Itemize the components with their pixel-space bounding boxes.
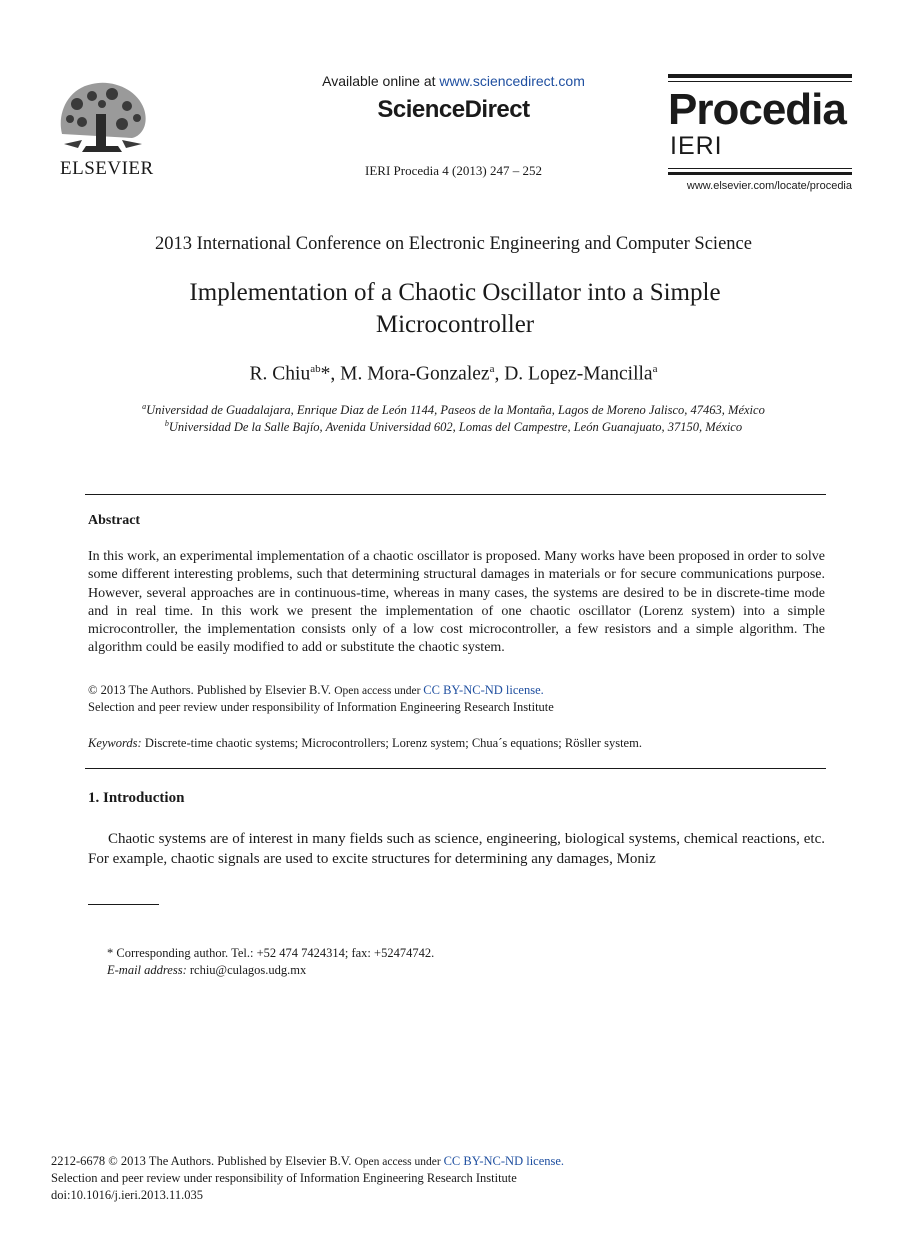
locate-url[interactable]: www.elsevier.com/locate/procedia [686,180,852,192]
affiliation-b-mark: b [164,419,169,428]
copyright-text: © 2013 The Authors. Published by Elsevier B.V. [88,683,335,697]
introduction-text: Chaotic systems are of interest in many fields such as science, engineering, biological systems, chemical reactions, etc. For example, chaotic signals are used to excite structures for determining any damages, Moniz [88,831,825,867]
author-1: R. Chiu [249,363,311,385]
affiliation-b-text: Universidad De la Salle Bajío, Avenida Universidad 602, Lomas del Campestre, León Guanajuato, 37150, México [168,420,743,435]
procedia-subtitle: IERI [670,132,723,160]
copyright-line [88,683,544,698]
open-access-text: Open access under [334,685,424,697]
available-prefix: Available online at [322,73,440,89]
license-link[interactable]: CC BY-NC-ND license. [423,683,544,697]
procedia-bottom-rule-thin [668,168,852,169]
abstract-heading: Abstract [88,513,141,528]
footer-open-access: Open access under [354,1156,444,1168]
author-list [0,363,907,386]
footer-review-line: Selection and peer review under responsibility of Information Engineering Research Institute [51,1171,517,1185]
paper-title [60,277,850,341]
footer-issn-line [51,1154,564,1169]
journal-reference: IERI Procedia 4 (2013) 247 – 252 [365,163,542,178]
section-heading-introduction: 1. Introduction [88,790,185,806]
email-label: E-mail address: [107,963,187,977]
email-address[interactable]: rchiu@culagos.udg.mx [186,963,307,977]
procedia-title: Procedia [668,85,846,134]
email-note [107,963,306,978]
affiliation-a-mark: a [142,402,147,411]
affiliation-a [0,402,907,418]
author-2: M. Mora-Gonzalez [340,363,490,385]
title-line-2: Microcontroller [375,311,535,338]
corresponding-mark: *, [320,363,341,385]
title-line-1: Implementation of a Chaotic Oscillator into a Simple [189,279,721,306]
author-3: D. Lopez-Mancilla [504,363,653,385]
footer-license-link[interactable]: CC BY-NC-ND license. [443,1154,565,1168]
peer-review-line: Selection and peer review under responsibility of Information Engineering Research Institute [88,700,554,714]
author-2-affil: a [489,363,495,375]
sciencedirect-link[interactable]: www.sciencedirect.com [439,73,585,89]
keywords [88,736,642,751]
abstract-top-rule [85,494,826,495]
author-3-affil: a [652,363,658,375]
keywords-label: Keywords: [88,736,142,750]
affiliation-b [0,419,907,435]
abstract-text: In this work, an experimental implementation of a chaotic oscillator is proposed. Many works have been proposed in order to solve some different interesting problems, such that determining structural damages in materials or for secure communications purpose. However, several approaches are in continuous-time, whereas in many cases, the systems are desired to be in discrete-time mode and in real time. In this work we present the implementation of one chaotic oscillator (Lorenz system) into a simple microcontroller, the implementation consists only of a low cost microcontroller, a few resistors and a simple algorithm. The algorithm could be easily modified to add or substitute the chaotic system. [88,549,825,656]
corresponding-author-note: * Corresponding author. Tel.: +52 474 7424314; fax: +52474742. [107,946,435,960]
procedia-bottom-rule [668,172,852,175]
footer-issn: 2212-6678 © 2013 The Authors. Published by Elsevier B.V. [51,1154,355,1168]
footer-doi[interactable]: doi:10.1016/j.ieri.2013.11.035 [51,1188,203,1202]
conference-name: 2013 International Conference on Electronic Engineering and Computer Science [155,234,752,254]
author-1-affil: ab [310,363,321,375]
procedia-top-rule-thin [668,81,852,82]
affiliation-a-text: Universidad de Guadalajara, Enrique Diaz de León 1144, Paseos de la Montaña, Lagos de Moreno Jalisco, 47463, México [146,403,765,418]
footnote-rule [88,904,159,905]
procedia-top-rule [668,74,852,78]
keywords-list: Discrete-time chaotic systems; Microcontrollers; Lorenz system; Chua´s equations; Rösller system. [141,736,642,750]
sciencedirect-logo: ScienceDirect [377,96,530,123]
author-separator: , [494,363,505,385]
elsevier-wordmark: ELSEVIER [60,158,154,179]
abstract-bottom-rule [85,768,826,769]
